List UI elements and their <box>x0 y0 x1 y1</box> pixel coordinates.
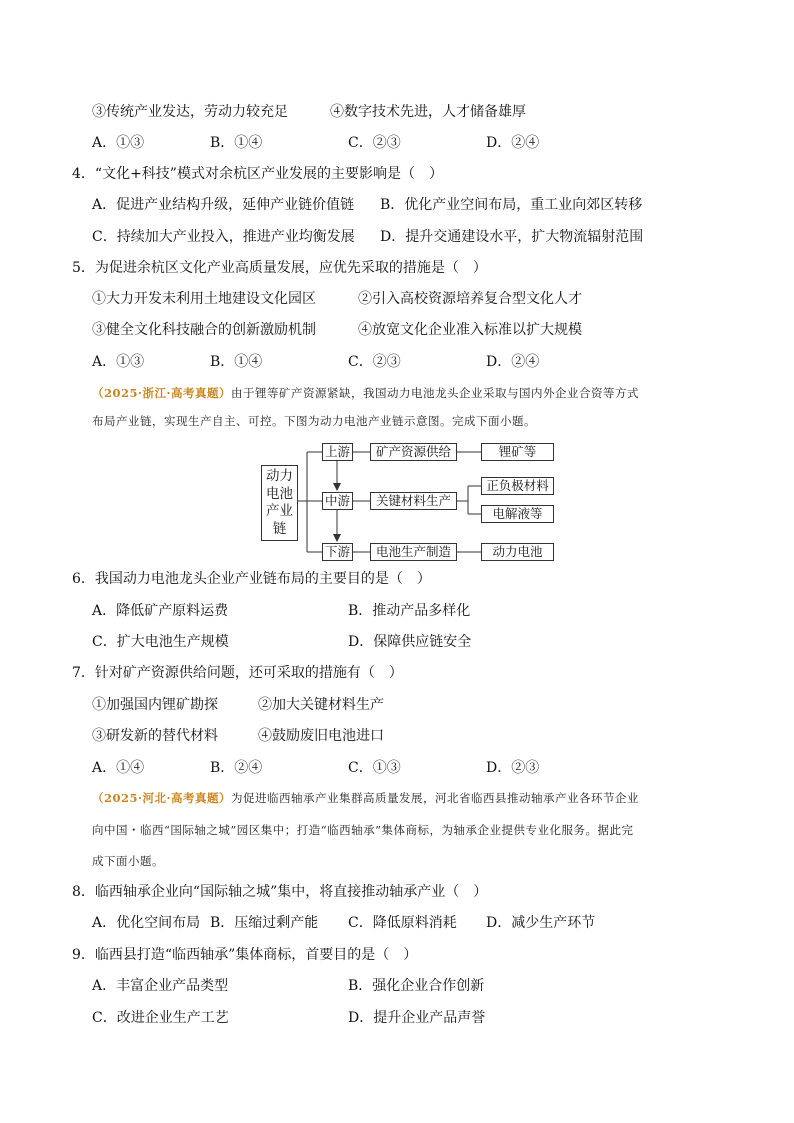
intro-1-source: （2025·浙江·高考真题） <box>92 386 232 400</box>
diagram-root-line-2: 电池 <box>266 485 293 502</box>
q6-option-c[interactable]: C．扩大电池生产规模 <box>92 634 229 650</box>
prev-option-c[interactable]: C．②③ <box>348 135 401 151</box>
q9-option-a[interactable]: A．丰富企业产品类型 <box>92 978 229 994</box>
q5-item-3: ③健全文化科技融合的创新激励机制 <box>92 322 316 338</box>
diagram-downstream-box: 下游 <box>322 543 353 561</box>
q5-item-1: ①大力开发未利用土地建设文化园区 <box>92 291 316 307</box>
q8-option-d[interactable]: D．减少生产环节 <box>486 915 596 931</box>
q6-option-b[interactable]: B．推动产品多样化 <box>348 603 471 619</box>
q7-option-b[interactable]: B．②④ <box>210 760 263 776</box>
q9-option-d[interactable]: D．提升企业产品声誉 <box>348 1010 486 1026</box>
intro-2-line-3: 成下面小题。 <box>92 854 164 868</box>
q7-item-4: ④鼓励废旧电池进口 <box>258 728 384 744</box>
diagram-root-line-4: 链 <box>272 520 287 537</box>
q5-option-b[interactable]: B．①④ <box>210 354 263 370</box>
q5-option-a[interactable]: A．①③ <box>92 354 145 370</box>
q4-option-b[interactable]: B．优化产业空间布局，重工业向郊区转移 <box>380 197 643 213</box>
q7-item-1: ①加强国内锂矿勘探 <box>92 697 218 713</box>
diagram-mid-output-2-box: 电解液等 <box>481 505 554 523</box>
q6-option-d[interactable]: D．保障供应链安全 <box>348 634 472 650</box>
diagram-up-output-box: 锂矿等 <box>481 443 554 461</box>
q7-option-d[interactable]: D．②③ <box>486 760 540 776</box>
diagram-root-line-3: 产业 <box>266 503 293 519</box>
intro-2-line-2: 向中国・临西“国际轴之城”园区集中；打造“临西轴承”集体商标，为轴承企业提供专业化服务。据此完 <box>92 823 634 837</box>
q5-stem: 5．为促进余杭区文化产业高质量发展，应优先采取的措施是（ ） <box>72 260 487 276</box>
prev-option-b[interactable]: B．①④ <box>210 135 263 151</box>
prev-option-d[interactable]: D．②④ <box>486 135 540 151</box>
q9-option-c[interactable]: C．改进企业生产工艺 <box>92 1010 229 1026</box>
q5-item-4: ④放宽文化企业准入标准以扩大规模 <box>358 322 582 338</box>
prev-item-4: ④数字技术先进，人才储备雄厚 <box>330 104 526 120</box>
q7-item-3: ③研发新的替代材料 <box>92 728 218 744</box>
q6-stem: 6．我国动力电池龙头企业产业链布局的主要目的是（ ） <box>72 571 431 587</box>
diagram-down-stage-box: 电池生产制造 <box>370 543 457 561</box>
intro-2-source: （2025·河北·高考真题） <box>92 791 232 805</box>
q4-option-d[interactable]: D．提升交通建设水平，扩大物流辐射范围 <box>380 229 644 245</box>
intro-2-text-1: 为促进临西轴承产业集群高质量发展，河北省临西县推动轴承产业各环节企业 <box>231 791 640 805</box>
prev-option-a[interactable]: A．①③ <box>92 135 145 151</box>
q6-option-a[interactable]: A．降低矿产原料运费 <box>92 603 229 619</box>
diagram-midstream-box: 中游 <box>322 492 353 510</box>
q5-item-2: ②引入高校资源培养复合型文化人才 <box>358 291 582 307</box>
diagram-root-line-1: 动力 <box>266 468 293 484</box>
diagram-root-box <box>261 465 298 541</box>
q7-item-2: ②加大关键材料生产 <box>258 697 384 713</box>
q8-stem: 8．临西轴承企业向“国际轴之城”集中，将直接推动轴承产业（ ） <box>72 884 488 900</box>
prev-item-3: ③传统产业发达，劳动力较充足 <box>92 104 288 120</box>
intro-2-line-1 <box>92 789 639 807</box>
diagram-mid-stage-box: 关键材料生产 <box>370 492 457 510</box>
q4-option-a[interactable]: A．促进产业结构升级，延伸产业链价值链 <box>92 197 355 213</box>
q5-option-c[interactable]: C．②③ <box>348 354 401 370</box>
diagram-up-stage-box: 矿产资源供给 <box>370 443 457 461</box>
diagram-mid-output-1-box: 正负极材料 <box>481 477 554 495</box>
q4-option-c[interactable]: C．持续加大产业投入，推进产业均衡发展 <box>92 229 355 245</box>
q9-stem: 9．临西县打造“临西轴承”集体商标，首要目的是（ ） <box>72 947 418 963</box>
intro-1-text-1: 由于锂等矿产资源紧缺，我国动力电池龙头企业采取与国内外企业合资等方式 <box>231 386 640 400</box>
q7-option-c[interactable]: C．①③ <box>348 760 401 776</box>
q4-stem: 4．“文化+科技”模式对余杭区产业发展的主要影响是（ ） <box>72 166 443 182</box>
q8-option-c[interactable]: C．降低原料消耗 <box>348 915 457 931</box>
q8-option-b[interactable]: B．压缩过剩产能 <box>210 915 319 931</box>
q9-option-b[interactable]: B．强化企业合作创新 <box>348 978 485 994</box>
q7-option-a[interactable]: A．①④ <box>92 760 145 776</box>
q8-option-a[interactable]: A．优化空间布局 <box>92 915 201 931</box>
q5-option-d[interactable]: D．②④ <box>486 354 540 370</box>
intro-1-line-2: 布局产业链，实现生产自主、可控。下图为动力电池产业链示意图。完成下面小题。 <box>92 414 536 428</box>
diagram-upstream-box: 上游 <box>322 443 353 461</box>
q7-stem: 7．针对矿产资源供给问题，还可采取的措施有（ ） <box>72 665 403 681</box>
diagram-down-output-box: 动力电池 <box>481 543 554 561</box>
